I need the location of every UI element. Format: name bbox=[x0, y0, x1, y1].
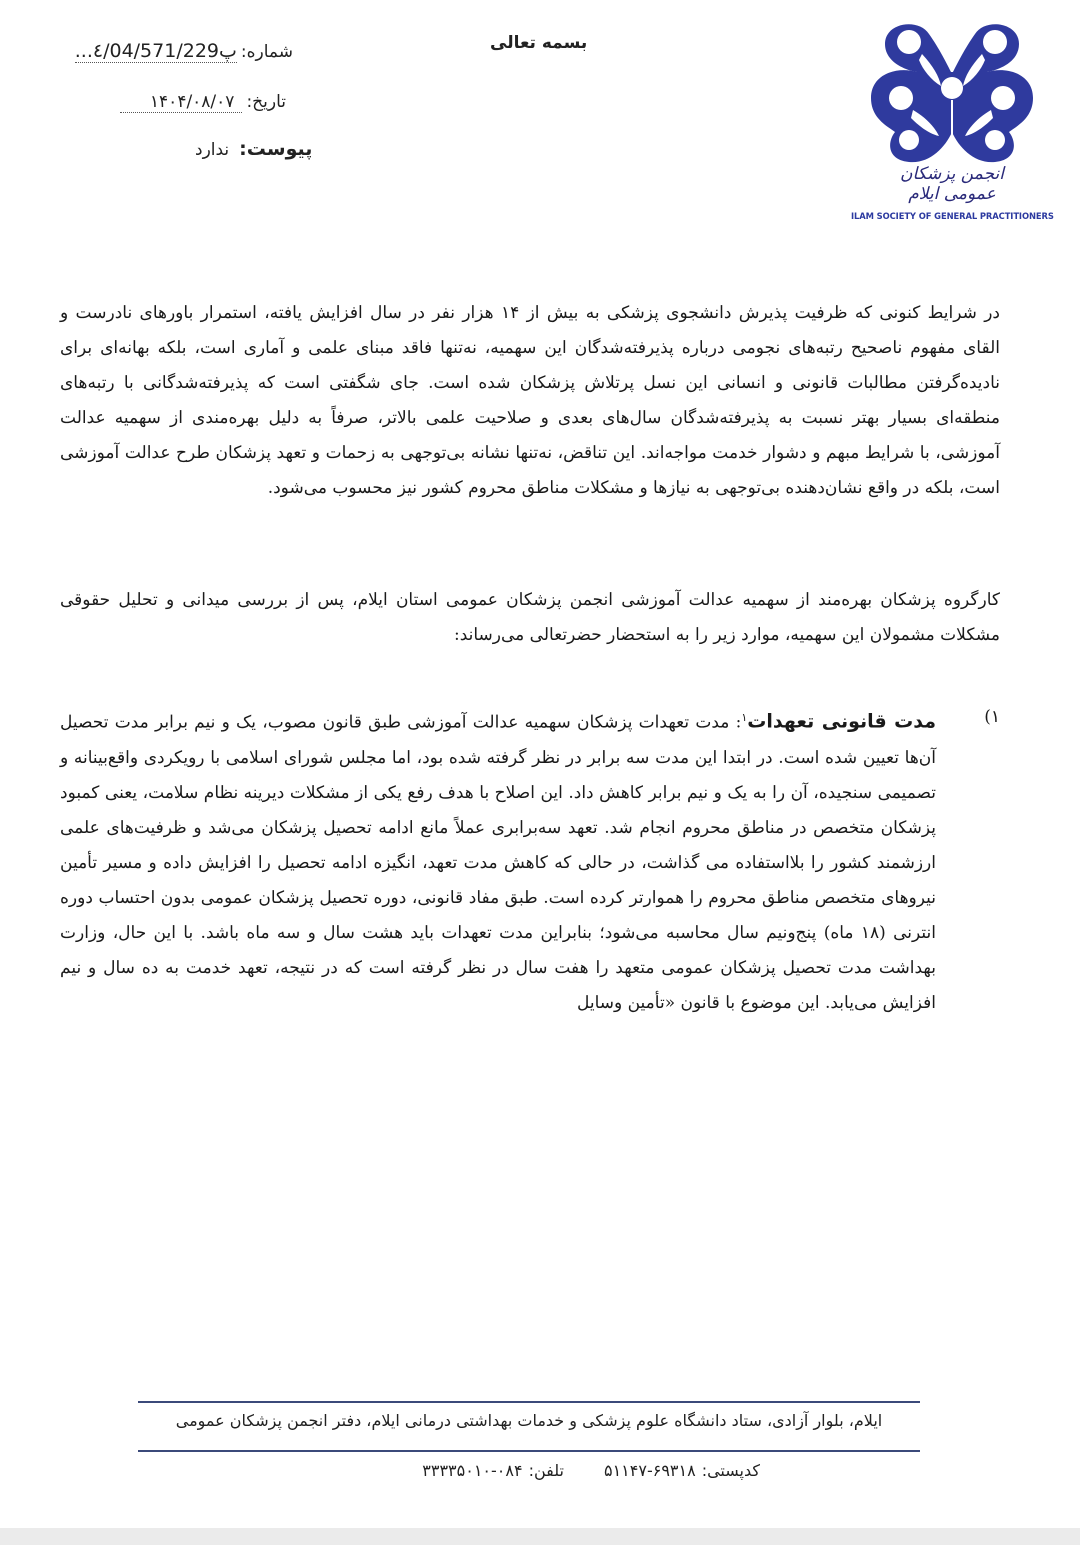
letter-number-label: شماره: bbox=[240, 42, 293, 62]
letter-number-value: پ٤/04/571/229... bbox=[74, 40, 237, 62]
viewer-bottom-strip bbox=[0, 1528, 1080, 1545]
list-item-title: مدت قانونی تعهدات bbox=[747, 710, 936, 733]
letter-number-row bbox=[74, 40, 293, 63]
body-paragraph-1: در شرایط کنونی که ظرفیت پذیرش دانشجوی پزشکی به بیش از ۱۴ هزار نفر در سال افزایش یافته، استمرار باورهای نادرست و القای مفهوم ناصحیح رتبه‌های نجومی درباره پذیرفته‌شدگان این سهمیه، نه‌تنها فاقد مبنای علمی و آماری است، بلکه بهانه‌ای برای نادیده‌گرفتن مطالبات قانونی و انسانی این نسل پرتلاش پزشکان شده است. جای شگفتی است که پذیرفته‌شدگانی با رتبه‌های منطقه‌ای بسیار بهتر نسبت به پذیرفته‌شدگان سال‌های بعدی و صلاحیت علمی بالاتر، صرفاً به دلیل بهره‌مندی از سهمیه عدالت آموزشی، با شرایط مبهم و دشوار خدمت مواجه‌اند. این تناقض، نه‌تنها نشانه بی‌توجهی به زحمات و تعهد پزشکان طرح عدالت آموزشی است، بلکه در واقع نشان‌دهنده بی‌توجهی به نیازها و مشکلات مناطق محروم کشور نیز محسوب می‌شود. bbox=[60, 303, 1000, 498]
organization-logo bbox=[851, 14, 1055, 224]
footnote-reference[interactable]: ۱ bbox=[741, 711, 748, 724]
footer-divider-bottom bbox=[138, 1450, 920, 1452]
footer-address: ایلام، بلوار آزادی، ستاد دانشگاه علوم پزشکی و خدمات بهداشتی درمانی ایلام، دفتر انجمن پزشکان عمومی bbox=[175, 1411, 883, 1430]
letter-attachment-value: ندارد bbox=[195, 140, 230, 160]
list-item-1 bbox=[60, 700, 1000, 1021]
phone-value: ۰۸۴-۳۳۳۳۵۰۱۰ bbox=[422, 1461, 523, 1480]
list-item-text: : مدت تعهدات پزشکان سهمیه عدالت آموزشی طبق قانون مصوب، یک و نیم برابر مدت تحصیل آن‌ها تعیین شده است. در ابتدا این مدت سه برابر در نظر گرفته شده بود، اما مجلس شورای اسلامی با رویکردی واقع‌بینانه و تصمیمی سنجیده، آن را به یک و نیم برابر کاهش داد. این اصلاح با هدف رفع یکی از مشکلات دیرینه نظام سلامت، یعنی کمبود پزشکان متخصص در مناطق محروم انجام شد. تعهد سه‌برابری عملاً مانع ادامه تحصیل پزشکان می‌شد و ظرفیت‌های علمی ارزشمند کشور را بلااستفاده می گذاشت، در حالی که کاهش مدت تعهد، انگیزه ادامه تحصیل را افزایش داده و مسیر تأمین نیروهای متخصص مناطق محروم را هموارتر کرده است. طبق مفاد قانونی، دوره تحصیل پزشکان عمومی بدون احتساب دوره انترنی (۱۸ ماه) پنج‌ونیم سال محاسبه می‌شود؛ بنابراین مدت تعهدات باید هشت سال و سه ماه باشد. با این حال، وزارت بهداشت مدت تحصیل پزشکان عمومی متعهد را هفت سال در نظر گرفته است که در نتیجه، تعهد خدمت به ده سال و نیم افزایش می‌یابد. این موضوع با قانون «تأمین وسایل bbox=[60, 712, 936, 1013]
logo-english-name: ILAM SOCIETY OF GENERAL PRACTITIONERS bbox=[851, 211, 1054, 221]
butterfly-logo-icon bbox=[867, 14, 1037, 164]
letter-attachment-row bbox=[195, 138, 312, 160]
list-item-number: ۱) bbox=[984, 707, 1000, 727]
postal-code-value: ۶۹۳۱۸-۵۱۱۴۷ bbox=[603, 1461, 696, 1480]
letter-attachment-label: پیوست: bbox=[239, 138, 313, 160]
logo-persian-name: انجمن پزشکان عمومی ایلام bbox=[899, 164, 1004, 204]
body-paragraph-2: کارگروه پزشکان بهره‌مند از سهمیه عدالت آموزشی انجمن پزشکان عمومی استان ایلام، پس از بررسی میدانی و تحلیل حقوقی مشکلات مشمولان این سهمیه، موارد زیر را به استحضار حضرتعالی می‌رساند: bbox=[60, 590, 1000, 645]
footer-contact bbox=[300, 1461, 760, 1480]
footer-divider-top bbox=[138, 1401, 920, 1403]
phone-label: تلفن: bbox=[528, 1461, 564, 1480]
list-item-body bbox=[60, 700, 936, 1021]
invocation-heading: بسمه تعالی bbox=[490, 33, 588, 53]
letter-date-label: تاریخ: bbox=[246, 92, 286, 112]
letter-date-row bbox=[76, 84, 286, 113]
postal-code-label: کدپستی: bbox=[701, 1461, 760, 1480]
letter-date-value: ۱۴۰۴/۰۸/۰۷ bbox=[120, 92, 243, 113]
